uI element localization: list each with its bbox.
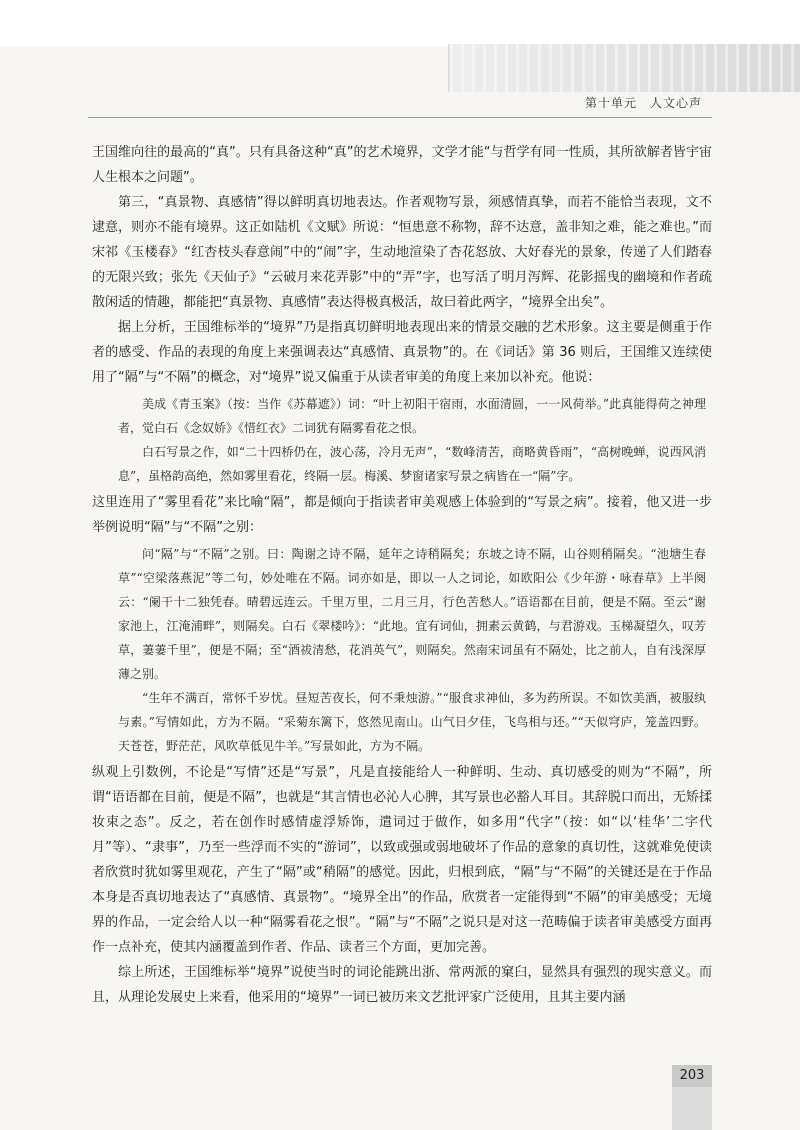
header-stripes [450, 44, 800, 92]
quote-block-1 [92, 392, 712, 488]
quote-paragraph: 问“隔”与“不隔”之别。曰：陶谢之诗不隔，延年之诗稍隔矣；东坡之诗不隔，山谷则稍隔矣。“池塘生春草”“空梁落燕泥”等二句，妙处唯在不隔。词亦如是，即以一人之词论，如欧阳公《少年游・咏春草》上半阕云：“阑干十二独凭春。晴碧远连云。千里万里，二月三月，行色苦愁人。”语语都在目前，便是不隔。至云“谢家池上，江淹浦畔”，则隔矣。白石《翠楼吟》：“此地。宜有词仙，拥素云黄鹤，与君游戏。玉梯凝望久，叹芳草，萋萋千里”，便是不隔；至“酒祓清愁，花消英气”，则隔矣。然南宋词虽有不隔处，比之前人，自有浅深厚薄之别。 [118, 547, 706, 681]
header-decoration [448, 44, 800, 92]
quote-paragraph: 美成《青玉案》（按：当作《苏幕遮》）词：“叶上初阳干宿雨，水面清圆，一一风荷举。”此真能得荷之神理者，觉白石《念奴娇》《惜红衣》二词犹有隔雾看花之恨。 [118, 397, 706, 435]
quote-block-2 [92, 542, 712, 758]
paragraph-summary-examples: 纵观上引数例，不论是“写情”还是“写景”，凡是直接能给人一种鲜明、生动、真切感受的则为“不隔”，所谓“语语都在目前，便是不隔”，也就是“其言情也必沁人心脾，其写景也必豁人耳目。其辞脱口而出，无矫揉妆束之态”。反之，若在创作时感情虚浮矫饰，遣词过于做作，如多用“代字”（按：如“以‘桂华’二字代月”等）、“隶事”，乃至一些浮而不实的“游词”，以致或强或弱地破坏了作品的意象的真切性，这就难免使读者欣赏时犹如雾里观花，产生了“隔”或“稍隔”的感觉。因此，归根到底，“隔”与“不隔”的关键还是在于作品本身是否真切地表达了“真感情、真景物”。“境界全出”的作品，欣赏者一定能得到“不隔”的审美感受；无境界的作品，一定会给人以一种“隔雾看花之恨”。“隔”与“不隔”之说只是对这一范畴偏于读者审美感受方面再作一点补充，使其内涵覆盖到作者、作品、读者三个方面，更加完善。 [92, 765, 712, 955]
top-margin [0, 0, 800, 46]
paragraph-analysis: 据上分析，王国维标举的“境界”乃是指真切鲜明地表现出来的情景交融的艺术形象。这主要是侧重于作者的感受、作品的表现的角度上来强调表达“真感情、真景物”的。在《词话》第 36 则后，王国维又连续使用了“隔”与“不隔”的概念，对“境界”说又偏重于从读者审美的角度上来加以补充。他说： [92, 320, 712, 385]
paragraph-third-point: 第三，“真景物、真感情”得以鲜明真切地表达。作者观物写景，须感情真挚，而若不能恰当表现，文不逮意，则亦不能有境界。这正如陆机《文赋》所说：“恒患意不称物，辞不达意，盖非知之难，能之难也。”而宋祁《玉楼春》“红杏枝头春意闹”中的“闹”字，生动地渲染了杏花怒放、大好春光的景象，传递了人们踏春的无限兴致；张先《天仙子》“云破月来花弄影”中的“弄”字，也写活了明月泻辉、花影摇曳的幽境和作者疏散闲适的情趣，都能把“真景物、真感情”表达得极真极活，故曰着此两字，“境界全出矣”。 [92, 195, 712, 310]
header-rule [88, 117, 712, 118]
quote-paragraph: “生年不满百，常怀千岁忧。昼短苦夜长，何不秉烛游。”“服食求神仙，多为药所误。不如饮美酒，被服纨与素。”写情如此，方为不隔。“采菊东篱下，悠然见南山。山气日夕佳，飞鸟相与还。”“天似穹庐，笼盖四野。天苍苍，野茫茫，风吹草低见牛羊。”写景如此，方为不隔。 [118, 691, 706, 753]
unit-title: 第十单元 人文心声 [584, 96, 702, 110]
page-number: 203 [672, 1065, 712, 1087]
body-text [92, 140, 712, 1010]
paragraph-fog-metaphor: 这里连用了“雾里看花”来比喻“隔”，都是倾向于指读者审美观感上体验到的“写景之病”。接着，他又进一步举例说明“隔”与“不隔”之别： [92, 495, 712, 535]
quote-paragraph: 白石写景之作，如“二十四桥仍在，波心荡，冷月无声”，“数峰清苦，商略黄昏雨”，“高树晚蝉，说西风消息”，虽格韵高绝，然如雾里看花，终隔一层。梅溪、梦窗诸家写景之病皆在一“隔”字。 [118, 445, 706, 483]
page-number-tab [672, 1087, 712, 1130]
paragraph-conclusion: 综上所述，王国维标举“境界”说使当时的词论能跳出浙、常两派的窠臼，显然具有强烈的现实意义。而且，从理论发展史上来看，他采用的“境界”一词已被历来文艺批评家广泛使用，且其主要内涵 [92, 965, 712, 1005]
paragraph-continuation: 王国维向往的最高的“真”。只有具备这种“真”的艺术境界，文学才能“与哲学有同一性质，其所欲解者皆宇宙人生根本之问题”。 [92, 145, 712, 185]
